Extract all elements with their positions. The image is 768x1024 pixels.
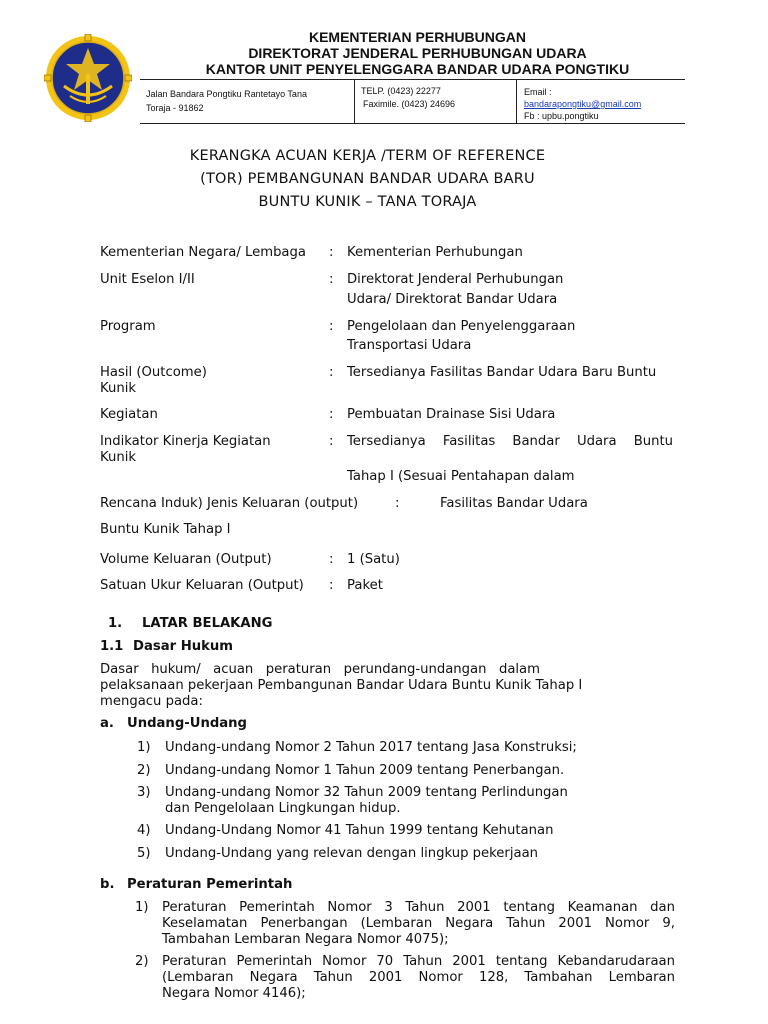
list-item: (Lembaran Negara Tahun 2001 Nomor 128, Tambahan Lembaran [162,970,675,985]
header-rule-top [140,79,685,80]
eselon-value-1: Direktorat Jenderal Perhubungan [347,272,564,287]
satuan-value: Paket [347,578,383,593]
kegiatan-label: Kegiatan [100,407,158,422]
hasil-label-1: Hasil (Outcome) [100,365,207,380]
header-rule-bottom [140,123,685,124]
doc-title-line-1: KERANGKA ACUAN KERJA /TERM OF REFERENCE [189,148,546,164]
kementerian-value: Kementerian Perhubungan [347,245,523,260]
org-line-2: DIREKTORAT JENDERAL PERHUBUNGAN UDARA [248,45,587,61]
list-number: 5) [137,846,151,861]
colon: : [329,245,334,260]
email-label: Email : [524,87,552,97]
program-value-1: Pengelolaan dan Penyelenggaraan [347,319,576,334]
colon: : [329,434,334,449]
email-link[interactable] [524,99,641,109]
eselon-label: Unit Eselon I/II [100,272,195,287]
indikator-label-2: Kunik [100,450,137,465]
org-line-1: KEMENTERIAN PERHUBUNGAN [308,29,526,45]
kementerian-label: Kementerian Negara/ Lembaga [100,245,306,260]
eselon-value-2: Udara/ Direktorat Bandar Udara [347,292,558,307]
volume-label: Volume Keluaran (Output) [100,552,272,567]
colon: : [329,365,334,380]
colon: : [329,319,334,334]
email-address[interactable]: bandarapongtiku@gmail.com [524,99,642,109]
phone-text: TELP. (0423) 22277 [361,86,441,96]
address-line-2: Toraja - 91862 [146,103,204,113]
sub-a-title: Undang-Undang [127,716,248,731]
colon: : [329,407,334,422]
tahap-value: Tahap I (Sesuai Pentahapan dalam [347,469,575,484]
hasil-label-2: Kunik [100,381,137,396]
doc-title-line-3: BUNTU KUNIK – TANA TORAJA [258,194,477,210]
fax-text: Faximile. (0423) 24696 [363,99,456,109]
org-line-3: KANTOR UNIT PENYELENGGARA BANDAR UDARA PONGTIKU [205,61,630,77]
colon: : [329,552,334,567]
section-title: LATAR BELAKANG [142,616,273,631]
list-item: Undang-Undang yang relevan dengan lingkup pekerjaan [165,846,539,861]
volume-value: 1 (Satu) [347,552,400,567]
intro-line-1: Dasar hukum/ acuan peraturan perundang-undangan dalam [100,662,540,677]
list-item: Undang-undang Nomor 2 Tahun 2017 tentang Jasa Konstruksi; [165,740,577,755]
facebook-text: Fb : upbu.pongtiku [524,111,599,121]
colon: : [329,272,334,287]
list-item: Tambahan Lembaran Negara Nomor 4075); [162,932,449,947]
list-item: Negara Nomor 4146); [162,986,306,1001]
list-item: Undang-undang Nomor 32 Tahun 2009 tentang Perlindungan [165,785,568,800]
list-item: Undang-undang Nomor 1 Tahun 2009 tentang Penerbangan. [165,763,565,778]
satuan-label: Satuan Ukur Keluaran (Output) [100,578,304,593]
header-divider-2 [516,80,517,123]
sub-b-letter: b. [100,877,115,892]
program-label: Program [100,319,156,334]
subsection-number: 1.1 [100,639,124,654]
indikator-label-1: Indikator Kinerja Kegiatan [100,434,271,449]
list-number: 2) [135,954,149,969]
colon: : [329,578,334,593]
colon: : [395,496,400,511]
indikator-value: Tersedianya Fasilitas Bandar Udara Buntu [347,434,673,449]
address-line-1: Jalan Bandara Pongtiku Rantetayo Tana [146,89,307,99]
list-item: Undang-Undang Nomor 41 Tahun 1999 tentang Kehutanan [165,823,554,838]
doc-title-line-2: (TOR) PEMBANGUNAN BANDAR UDARA BARU [200,171,535,187]
sub-a-letter: a. [100,716,114,731]
intro-line-3: mengacu pada: [100,694,203,709]
sub-b-title: Peraturan Pemerintah [127,877,293,892]
hasil-value: Tersedianya Fasilitas Bandar Udara Baru Buntu [347,365,657,380]
header-divider-1 [354,80,355,123]
list-number: 4) [137,823,151,838]
list-item: dan Pengelolaan Lingkungan hidup. [165,801,401,816]
ministry-logo [44,34,132,122]
list-number: 2) [137,763,151,778]
intro-line-2: pelaksanaan pekerjaan Pembangunan Bandar Udara Buntu Kunik Tahap I [100,678,583,693]
list-item: Peraturan Pemerintah Nomor 70 Tahun 2001 tentang Kebandarudaraan [162,954,675,969]
list-number: 1) [135,900,149,915]
rencana-value: Fasilitas Bandar Udara [440,496,588,511]
list-number: 1) [137,740,151,755]
list-number: 3) [137,785,151,800]
program-value-2: Transportasi Udara [347,338,472,353]
subsection-title: Dasar Hukum [133,639,234,654]
section-number: 1. [108,616,123,631]
list-item: Peraturan Pemerintah Nomor 3 Tahun 2001 tentang Keamanan dan [162,900,675,915]
rencana-label: Rencana Induk) Jenis Keluaran (output) [100,496,359,511]
list-item: Keselamatan Penerbangan (Lembaran Negara Tahun 2001 Nomor 9, [162,916,675,931]
kegiatan-value: Pembuatan Drainase Sisi Udara [347,407,556,422]
buntu-tahap-text: Buntu Kunik Tahap I [100,522,231,537]
